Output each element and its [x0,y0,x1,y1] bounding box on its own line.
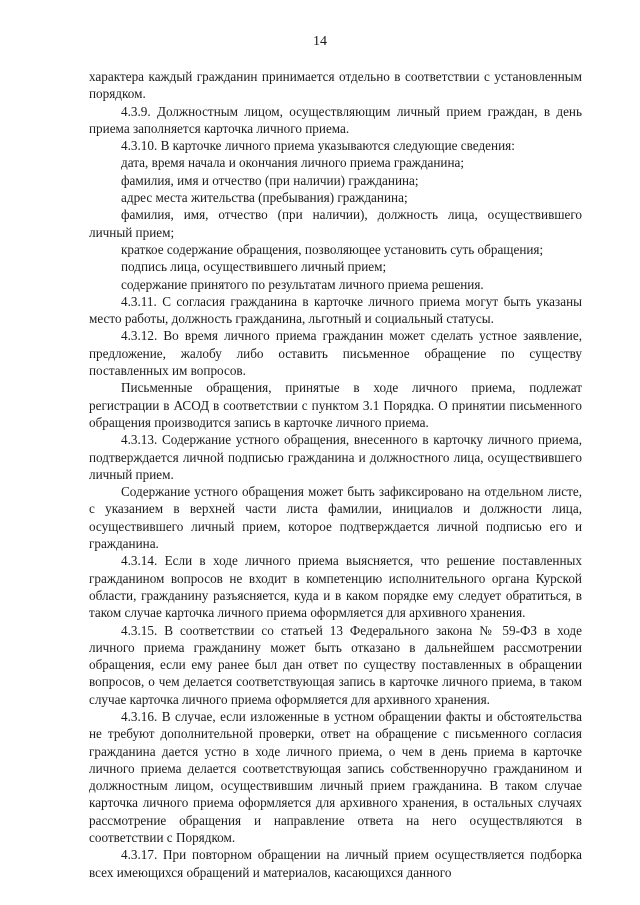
list-item-address: адрес места жительства (пребывания) гражданина; [121,190,408,206]
paragraph-written-appeals: Письменные обращения, принятые в ходе личного приема, подлежат регистрации в АСОД в соответствии с пунктом 3.1 Порядка. О принятии письменного обращения производится запись в карточке личного приема. [89,380,582,430]
paragraph-4-3-15: 4.3.15. В соответствии со статьей 13 Федерального закона № 59-ФЗ в ходе личного приема гражданину может быть отказано в дальнейшем рассмотрении обращения, если ему ранее был дан ответ по существу поставленных в обращении вопросов, о чем делается соответствующая запись в карточке личного приема, в таком случае карточка личного приема оформляется для архивного хранения. [89,622,582,707]
list-item-official-name: фамилия, имя, отчество (при наличии), должность лица, осуществившего личный прием; [89,207,582,240]
paragraph-4-3-11: 4.3.11. С согласия гражданина в карточке личного приема могут быть указаны место работы, должность гражданина, льготный и социальный статусы. [89,293,582,327]
list-item-date-time: дата, время начала и окончания личного приема гражданина; [121,155,465,171]
paragraph-4-3-12: 4.3.12. Во время личного приема гражданин может сделать устное заявление, предложение, жалобу либо оставить письменное обращение по существу поставленных им вопросов. [89,328,582,379]
list-item-decision: содержание принятого по результатам личного приема решения. [121,276,484,292]
paragraph-4-3-17: 4.3.17. При повторном обращении на личный прием осуществляется подборка всех имеющихся обращений и материалов, касающихся данного [89,847,582,880]
list-item-citizen-name: фамилия, имя и отчество (при наличии) гражданина; [121,172,419,188]
paragraph-oral-content: Содержание устного обращения может быть зафиксировано на отдельном листе, с указанием в верхней части листа фамилии, инициалов и должности лица, осуществившего личный прием, которое подтверждается личной подписью его и гражданина. [89,484,582,552]
paragraph-4-3-14: 4.3.14. Если в ходе личного приема выясняется, что решение поставленных гражданином вопросов не входит в компетенцию исполнительного органа Курской области, гражданину разъясняется, куда и в каком порядке ему следует обратиться, в таком случае карточка личного приема оформляется для архивного хранения. [89,553,582,621]
paragraph-4-3-9: 4.3.9. Должностным лицом, осуществляющим личный прием граждан, в день приема заполняется карточка личного приема. [89,103,582,136]
document-body [89,68,582,881]
paragraph-4-3-10: 4.3.10. В карточке личного приема указываются следующие сведения: [121,138,515,154]
paragraph-continuation: характера каждый гражданин принимается отдельно в соответствии с установленным порядком. [89,69,582,102]
page-number: 14 [313,34,327,49]
list-item-summary: краткое содержание обращения, позволяющее установить суть обращения; [121,241,544,257]
paragraph-4-3-13: 4.3.13. Содержание устного обращения, внесенного в карточку личного приема, подтверждается личной подписью гражданина и должностного лица, осуществившего личный прием. [89,432,582,482]
list-item-signature: подпись лица, осуществившего личный прием; [121,259,387,275]
paragraph-4-3-16: 4.3.16. В случае, если изложенные в устном обращении факты и обстоятельства не требуют дополнительной проверки, ответ на обращение с письменного согласия гражданина дается устно в ходе личного приема, о чем в день приема в карточке личного приема делается соответствующая запись собственноручно гражданином и должностным лицом, осуществившим личный прием гражданина. В таком случае карточка личного приема оформляется для архивного хранения, в остальных случаях рассмотрение обращения и направление ответа на него осуществляются в соответствии с Порядком. [89,708,582,846]
